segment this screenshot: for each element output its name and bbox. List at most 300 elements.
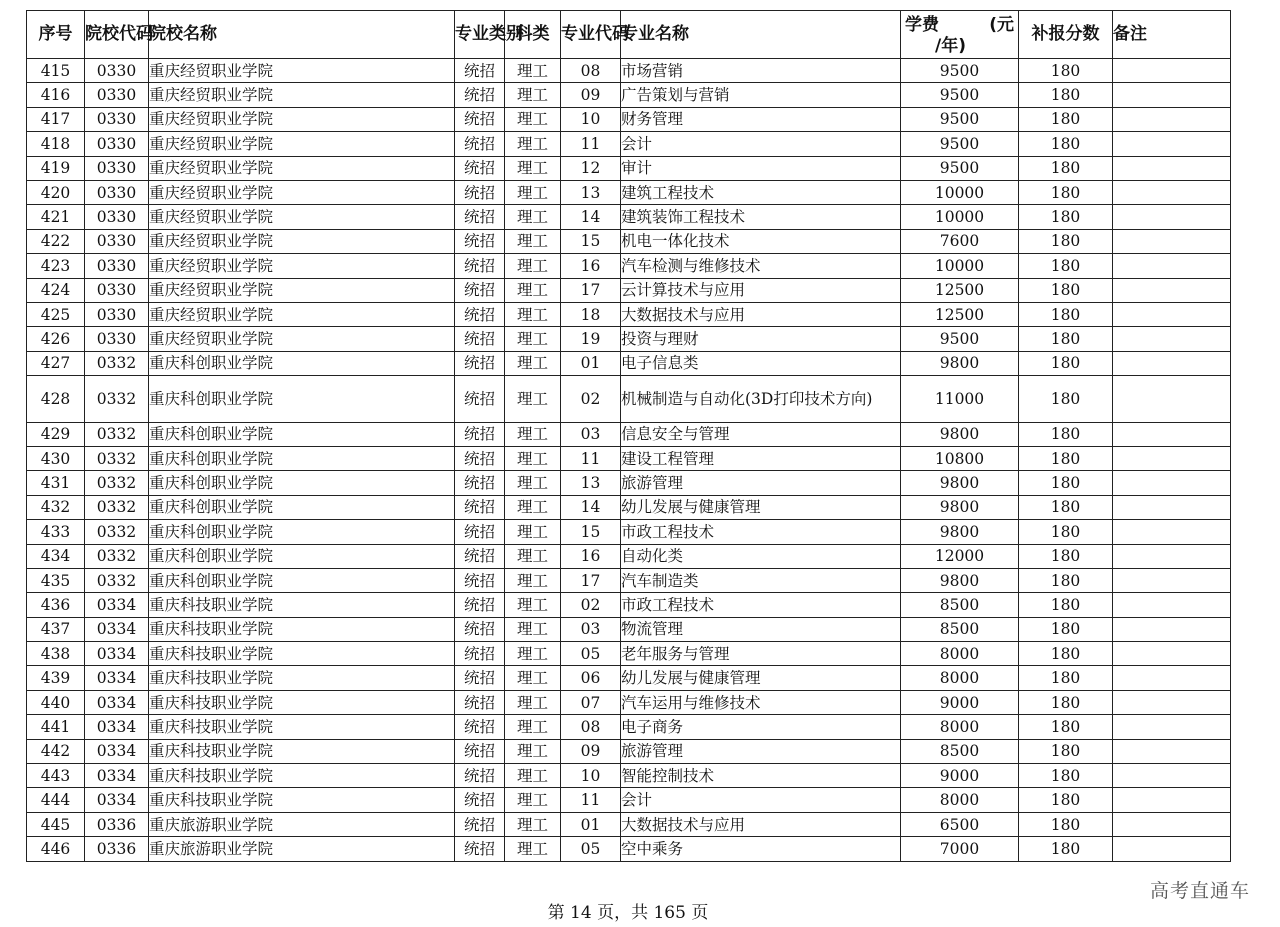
cell-fee: 12500 — [901, 278, 1019, 302]
cell-major-category: 统招 — [455, 254, 505, 278]
cell-fee: 8000 — [901, 642, 1019, 666]
cell-major-code: 13 — [561, 471, 621, 495]
cell-seq: 441 — [27, 715, 85, 739]
cell-school-code: 0332 — [85, 495, 149, 519]
header-fee-period: /年) — [935, 35, 966, 56]
cell-school-name: 重庆旅游职业学院 — [149, 837, 455, 861]
header-subject: 科类 — [505, 11, 561, 59]
header-major-name: 专业名称 — [621, 11, 901, 59]
cell-subject: 理工 — [505, 205, 561, 229]
cell-major-name: 旅游管理 — [621, 471, 901, 495]
cell-score: 180 — [1019, 788, 1113, 812]
cell-subject: 理工 — [505, 617, 561, 641]
cell-remarks — [1113, 471, 1231, 495]
cell-subject: 理工 — [505, 544, 561, 568]
cell-school-code: 0332 — [85, 471, 149, 495]
header-school-code: 院校代码 — [85, 11, 149, 59]
cell-major-name: 广告策划与营销 — [621, 83, 901, 107]
cell-school-code: 0334 — [85, 715, 149, 739]
cell-school-name: 重庆科技职业学院 — [149, 593, 455, 617]
cell-major-name: 建筑工程技术 — [621, 180, 901, 204]
cell-score: 180 — [1019, 254, 1113, 278]
cell-school-code: 0330 — [85, 302, 149, 326]
cell-score: 180 — [1019, 666, 1113, 690]
cell-subject: 理工 — [505, 471, 561, 495]
cell-subject: 理工 — [505, 83, 561, 107]
cell-subject: 理工 — [505, 351, 561, 375]
cell-major-code: 05 — [561, 837, 621, 861]
header-school-name: 院校名称 — [149, 11, 455, 59]
cell-subject: 理工 — [505, 495, 561, 519]
cell-fee: 9800 — [901, 422, 1019, 446]
cell-subject: 理工 — [505, 593, 561, 617]
page-number: 第 14 页，共 165 页 — [547, 903, 709, 923]
cell-subject: 理工 — [505, 690, 561, 714]
cell-major-category: 统招 — [455, 376, 505, 423]
cell-major-name: 云计算技术与应用 — [621, 278, 901, 302]
cell-major-code: 02 — [561, 376, 621, 423]
cell-school-name: 重庆经贸职业学院 — [149, 107, 455, 131]
cell-major-name: 大数据技术与应用 — [621, 302, 901, 326]
cell-major-name: 审计 — [621, 156, 901, 180]
table-row — [27, 715, 1231, 739]
cell-school-name: 重庆科技职业学院 — [149, 642, 455, 666]
header-remarks: 备注 — [1113, 11, 1231, 59]
cell-score: 180 — [1019, 617, 1113, 641]
cell-school-name: 重庆经贸职业学院 — [149, 83, 455, 107]
cell-score: 180 — [1019, 739, 1113, 763]
cell-score: 180 — [1019, 107, 1113, 131]
cell-fee: 9500 — [901, 59, 1019, 83]
cell-major-category: 统招 — [455, 327, 505, 351]
cell-school-code: 0332 — [85, 544, 149, 568]
cell-school-code: 0332 — [85, 568, 149, 592]
cell-major-name: 市场营销 — [621, 59, 901, 83]
cell-major-code: 19 — [561, 327, 621, 351]
cell-major-code: 08 — [561, 59, 621, 83]
cell-school-code: 0334 — [85, 690, 149, 714]
cell-score: 180 — [1019, 156, 1113, 180]
cell-major-category: 统招 — [455, 446, 505, 470]
cell-remarks — [1113, 715, 1231, 739]
cell-seq: 426 — [27, 327, 85, 351]
cell-subject: 理工 — [505, 59, 561, 83]
cell-major-name: 物流管理 — [621, 617, 901, 641]
cell-fee: 8000 — [901, 715, 1019, 739]
cell-score: 180 — [1019, 568, 1113, 592]
cell-score: 180 — [1019, 132, 1113, 156]
cell-fee: 9800 — [901, 520, 1019, 544]
cell-major-category: 统招 — [455, 107, 505, 131]
cell-school-code: 0332 — [85, 520, 149, 544]
cell-school-name: 重庆经贸职业学院 — [149, 278, 455, 302]
cell-seq: 427 — [27, 351, 85, 375]
cell-school-code: 0334 — [85, 788, 149, 812]
cell-score: 180 — [1019, 180, 1113, 204]
cell-school-code: 0330 — [85, 156, 149, 180]
cell-school-code: 0332 — [85, 422, 149, 446]
cell-school-code: 0336 — [85, 837, 149, 861]
cell-major-category: 统招 — [455, 715, 505, 739]
cell-fee: 8500 — [901, 739, 1019, 763]
table-row — [27, 642, 1231, 666]
cell-major-code: 03 — [561, 617, 621, 641]
cell-fee: 9000 — [901, 690, 1019, 714]
cell-fee: 10800 — [901, 446, 1019, 470]
cell-remarks — [1113, 83, 1231, 107]
cell-major-code: 14 — [561, 205, 621, 229]
cell-school-name: 重庆经贸职业学院 — [149, 302, 455, 326]
cell-remarks — [1113, 180, 1231, 204]
cell-remarks — [1113, 205, 1231, 229]
cell-remarks — [1113, 446, 1231, 470]
cell-score: 180 — [1019, 520, 1113, 544]
cell-score: 180 — [1019, 642, 1113, 666]
cell-major-category: 统招 — [455, 229, 505, 253]
cell-school-code: 0334 — [85, 593, 149, 617]
cell-major-code: 14 — [561, 495, 621, 519]
cell-major-name: 老年服务与管理 — [621, 642, 901, 666]
cell-major-code: 18 — [561, 302, 621, 326]
cell-subject: 理工 — [505, 422, 561, 446]
cell-subject: 理工 — [505, 837, 561, 861]
cell-subject: 理工 — [505, 132, 561, 156]
cell-major-code: 15 — [561, 520, 621, 544]
cell-score: 180 — [1019, 351, 1113, 375]
cell-fee: 10000 — [901, 205, 1019, 229]
cell-major-name: 幼儿发展与健康管理 — [621, 666, 901, 690]
table-row — [27, 495, 1231, 519]
table-row — [27, 520, 1231, 544]
header-major-code: 专业代码 — [561, 11, 621, 59]
cell-major-category: 统招 — [455, 471, 505, 495]
cell-remarks — [1113, 642, 1231, 666]
cell-score: 180 — [1019, 205, 1113, 229]
cell-major-name: 会计 — [621, 132, 901, 156]
cell-fee: 9500 — [901, 156, 1019, 180]
cell-score: 180 — [1019, 422, 1113, 446]
cell-major-category: 统招 — [455, 593, 505, 617]
cell-major-category: 统招 — [455, 812, 505, 836]
table-row — [27, 812, 1231, 836]
cell-seq: 444 — [27, 788, 85, 812]
cell-school-code: 0332 — [85, 376, 149, 423]
cell-major-name: 建筑装饰工程技术 — [621, 205, 901, 229]
table-row — [27, 764, 1231, 788]
cell-fee: 9800 — [901, 351, 1019, 375]
table-row — [27, 302, 1231, 326]
cell-school-name: 重庆科创职业学院 — [149, 422, 455, 446]
header-seq: 序号 — [27, 11, 85, 59]
cell-seq: 415 — [27, 59, 85, 83]
cell-major-category: 统招 — [455, 351, 505, 375]
cell-remarks — [1113, 254, 1231, 278]
table-row — [27, 59, 1231, 83]
cell-major-category: 统招 — [455, 205, 505, 229]
cell-remarks — [1113, 617, 1231, 641]
cell-school-name: 重庆科技职业学院 — [149, 617, 455, 641]
cell-remarks — [1113, 327, 1231, 351]
cell-fee: 6500 — [901, 812, 1019, 836]
cell-major-code: 08 — [561, 715, 621, 739]
cell-remarks — [1113, 690, 1231, 714]
cell-major-category: 统招 — [455, 180, 505, 204]
cell-subject: 理工 — [505, 278, 561, 302]
cell-score: 180 — [1019, 376, 1113, 423]
cell-fee: 7600 — [901, 229, 1019, 253]
cell-subject: 理工 — [505, 376, 561, 423]
cell-major-name: 汽车制造类 — [621, 568, 901, 592]
cell-school-name: 重庆科创职业学院 — [149, 568, 455, 592]
table-row — [27, 376, 1231, 423]
cell-school-code: 0330 — [85, 327, 149, 351]
table-row — [27, 254, 1231, 278]
cell-major-category: 统招 — [455, 302, 505, 326]
cell-remarks — [1113, 739, 1231, 763]
cell-major-category: 统招 — [455, 132, 505, 156]
cell-school-code: 0334 — [85, 739, 149, 763]
cell-fee: 12000 — [901, 544, 1019, 568]
cell-seq: 437 — [27, 617, 85, 641]
cell-major-category: 统招 — [455, 83, 505, 107]
header-row — [27, 11, 1231, 59]
cell-major-category: 统招 — [455, 642, 505, 666]
cell-school-code: 0330 — [85, 229, 149, 253]
cell-score: 180 — [1019, 495, 1113, 519]
cell-fee: 8000 — [901, 666, 1019, 690]
table-row — [27, 278, 1231, 302]
table-row — [27, 422, 1231, 446]
cell-major-category: 统招 — [455, 422, 505, 446]
table-row — [27, 107, 1231, 131]
watermark: 高考直通车 — [1149, 880, 1250, 902]
cell-major-code: 11 — [561, 132, 621, 156]
cell-major-name: 汽车检测与维修技术 — [621, 254, 901, 278]
cell-score: 180 — [1019, 278, 1113, 302]
cell-remarks — [1113, 544, 1231, 568]
cell-seq: 416 — [27, 83, 85, 107]
cell-school-name: 重庆科创职业学院 — [149, 544, 455, 568]
cell-major-name: 电子信息类 — [621, 351, 901, 375]
cell-school-name: 重庆科创职业学院 — [149, 471, 455, 495]
cell-remarks — [1113, 278, 1231, 302]
cell-school-name: 重庆经贸职业学院 — [149, 59, 455, 83]
cell-major-code: 05 — [561, 642, 621, 666]
cell-fee: 11000 — [901, 376, 1019, 423]
cell-subject: 理工 — [505, 302, 561, 326]
cell-major-name: 会计 — [621, 788, 901, 812]
cell-fee: 8000 — [901, 788, 1019, 812]
cell-major-category: 统招 — [455, 520, 505, 544]
cell-remarks — [1113, 229, 1231, 253]
cell-seq: 428 — [27, 376, 85, 423]
table-row — [27, 83, 1231, 107]
cell-major-category: 统招 — [455, 788, 505, 812]
cell-score: 180 — [1019, 764, 1113, 788]
cell-seq: 430 — [27, 446, 85, 470]
cell-school-code: 0330 — [85, 107, 149, 131]
cell-seq: 420 — [27, 180, 85, 204]
table-row — [27, 666, 1231, 690]
table-row — [27, 593, 1231, 617]
cell-seq: 421 — [27, 205, 85, 229]
cell-seq: 442 — [27, 739, 85, 763]
cell-subject: 理工 — [505, 568, 561, 592]
cell-fee: 9500 — [901, 83, 1019, 107]
cell-major-name: 旅游管理 — [621, 739, 901, 763]
cell-remarks — [1113, 764, 1231, 788]
cell-seq: 424 — [27, 278, 85, 302]
admissions-table — [26, 10, 1231, 862]
cell-subject: 理工 — [505, 229, 561, 253]
cell-seq: 423 — [27, 254, 85, 278]
cell-subject: 理工 — [505, 446, 561, 470]
cell-fee: 8500 — [901, 593, 1019, 617]
table-row — [27, 568, 1231, 592]
cell-fee: 9500 — [901, 132, 1019, 156]
cell-remarks — [1113, 495, 1231, 519]
cell-school-code: 0330 — [85, 132, 149, 156]
cell-score: 180 — [1019, 229, 1113, 253]
cell-subject: 理工 — [505, 739, 561, 763]
cell-score: 180 — [1019, 812, 1113, 836]
cell-major-name: 自动化类 — [621, 544, 901, 568]
table-row — [27, 156, 1231, 180]
table-row — [27, 690, 1231, 714]
cell-school-name: 重庆科创职业学院 — [149, 376, 455, 423]
cell-remarks — [1113, 59, 1231, 83]
cell-major-category: 统招 — [455, 156, 505, 180]
cell-major-code: 16 — [561, 544, 621, 568]
cell-major-name: 信息安全与管理 — [621, 422, 901, 446]
cell-seq: 425 — [27, 302, 85, 326]
cell-school-name: 重庆科技职业学院 — [149, 788, 455, 812]
cell-school-name: 重庆科技职业学院 — [149, 764, 455, 788]
cell-major-code: 13 — [561, 180, 621, 204]
cell-subject: 理工 — [505, 327, 561, 351]
cell-major-name: 大数据技术与应用 — [621, 812, 901, 836]
cell-subject: 理工 — [505, 180, 561, 204]
cell-school-name: 重庆经贸职业学院 — [149, 156, 455, 180]
table-row — [27, 471, 1231, 495]
cell-school-code: 0332 — [85, 446, 149, 470]
cell-fee: 9000 — [901, 764, 1019, 788]
cell-fee: 10000 — [901, 180, 1019, 204]
cell-seq: 438 — [27, 642, 85, 666]
cell-major-name: 市政工程技术 — [621, 593, 901, 617]
cell-major-category: 统招 — [455, 59, 505, 83]
cell-school-name: 重庆科技职业学院 — [149, 690, 455, 714]
cell-school-name: 重庆经贸职业学院 — [149, 132, 455, 156]
cell-remarks — [1113, 812, 1231, 836]
cell-subject: 理工 — [505, 812, 561, 836]
cell-major-code: 09 — [561, 83, 621, 107]
cell-seq: 436 — [27, 593, 85, 617]
cell-subject: 理工 — [505, 107, 561, 131]
cell-school-code: 0330 — [85, 278, 149, 302]
cell-score: 180 — [1019, 302, 1113, 326]
cell-major-code: 15 — [561, 229, 621, 253]
cell-remarks — [1113, 520, 1231, 544]
cell-fee: 8500 — [901, 617, 1019, 641]
cell-school-code: 0330 — [85, 180, 149, 204]
header-fee-unit: (元 — [989, 14, 1014, 35]
cell-subject: 理工 — [505, 642, 561, 666]
cell-major-code: 07 — [561, 690, 621, 714]
cell-major-code: 06 — [561, 666, 621, 690]
cell-school-name: 重庆经贸职业学院 — [149, 180, 455, 204]
cell-seq: 433 — [27, 520, 85, 544]
cell-seq: 445 — [27, 812, 85, 836]
cell-school-name: 重庆经贸职业学院 — [149, 205, 455, 229]
cell-major-category: 统招 — [455, 278, 505, 302]
table-row — [27, 229, 1231, 253]
cell-fee: 9500 — [901, 107, 1019, 131]
cell-major-category: 统招 — [455, 495, 505, 519]
cell-major-code: 11 — [561, 446, 621, 470]
header-fee — [901, 11, 1019, 59]
cell-remarks — [1113, 422, 1231, 446]
cell-score: 180 — [1019, 715, 1113, 739]
cell-fee: 12500 — [901, 302, 1019, 326]
cell-major-code: 01 — [561, 812, 621, 836]
cell-school-code: 0330 — [85, 254, 149, 278]
cell-seq: 432 — [27, 495, 85, 519]
cell-major-code: 02 — [561, 593, 621, 617]
cell-school-name: 重庆科创职业学院 — [149, 351, 455, 375]
cell-remarks — [1113, 593, 1231, 617]
cell-school-name: 重庆经贸职业学院 — [149, 254, 455, 278]
cell-seq: 446 — [27, 837, 85, 861]
cell-major-category: 统招 — [455, 690, 505, 714]
cell-major-name: 汽车运用与维修技术 — [621, 690, 901, 714]
cell-school-name: 重庆科创职业学院 — [149, 446, 455, 470]
cell-major-name: 建设工程管理 — [621, 446, 901, 470]
cell-school-name: 重庆旅游职业学院 — [149, 812, 455, 836]
table-row — [27, 205, 1231, 229]
cell-major-code: 10 — [561, 764, 621, 788]
cell-major-category: 统招 — [455, 837, 505, 861]
cell-subject: 理工 — [505, 156, 561, 180]
table-row — [27, 617, 1231, 641]
cell-remarks — [1113, 351, 1231, 375]
cell-seq: 439 — [27, 666, 85, 690]
cell-seq: 431 — [27, 471, 85, 495]
table-row — [27, 180, 1231, 204]
cell-remarks — [1113, 568, 1231, 592]
cell-score: 180 — [1019, 471, 1113, 495]
cell-major-name: 空中乘务 — [621, 837, 901, 861]
cell-major-category: 统招 — [455, 739, 505, 763]
table-row — [27, 132, 1231, 156]
cell-major-code: 09 — [561, 739, 621, 763]
cell-school-name: 重庆经贸职业学院 — [149, 229, 455, 253]
table-row — [27, 446, 1231, 470]
cell-fee: 9800 — [901, 568, 1019, 592]
cell-seq: 429 — [27, 422, 85, 446]
cell-seq: 418 — [27, 132, 85, 156]
cell-major-category: 统招 — [455, 568, 505, 592]
cell-major-code: 10 — [561, 107, 621, 131]
table-row — [27, 544, 1231, 568]
table-row — [27, 837, 1231, 861]
cell-school-code: 0334 — [85, 764, 149, 788]
cell-school-code: 0330 — [85, 83, 149, 107]
cell-fee: 9800 — [901, 471, 1019, 495]
cell-remarks — [1113, 107, 1231, 131]
cell-major-code: 12 — [561, 156, 621, 180]
cell-score: 180 — [1019, 446, 1113, 470]
